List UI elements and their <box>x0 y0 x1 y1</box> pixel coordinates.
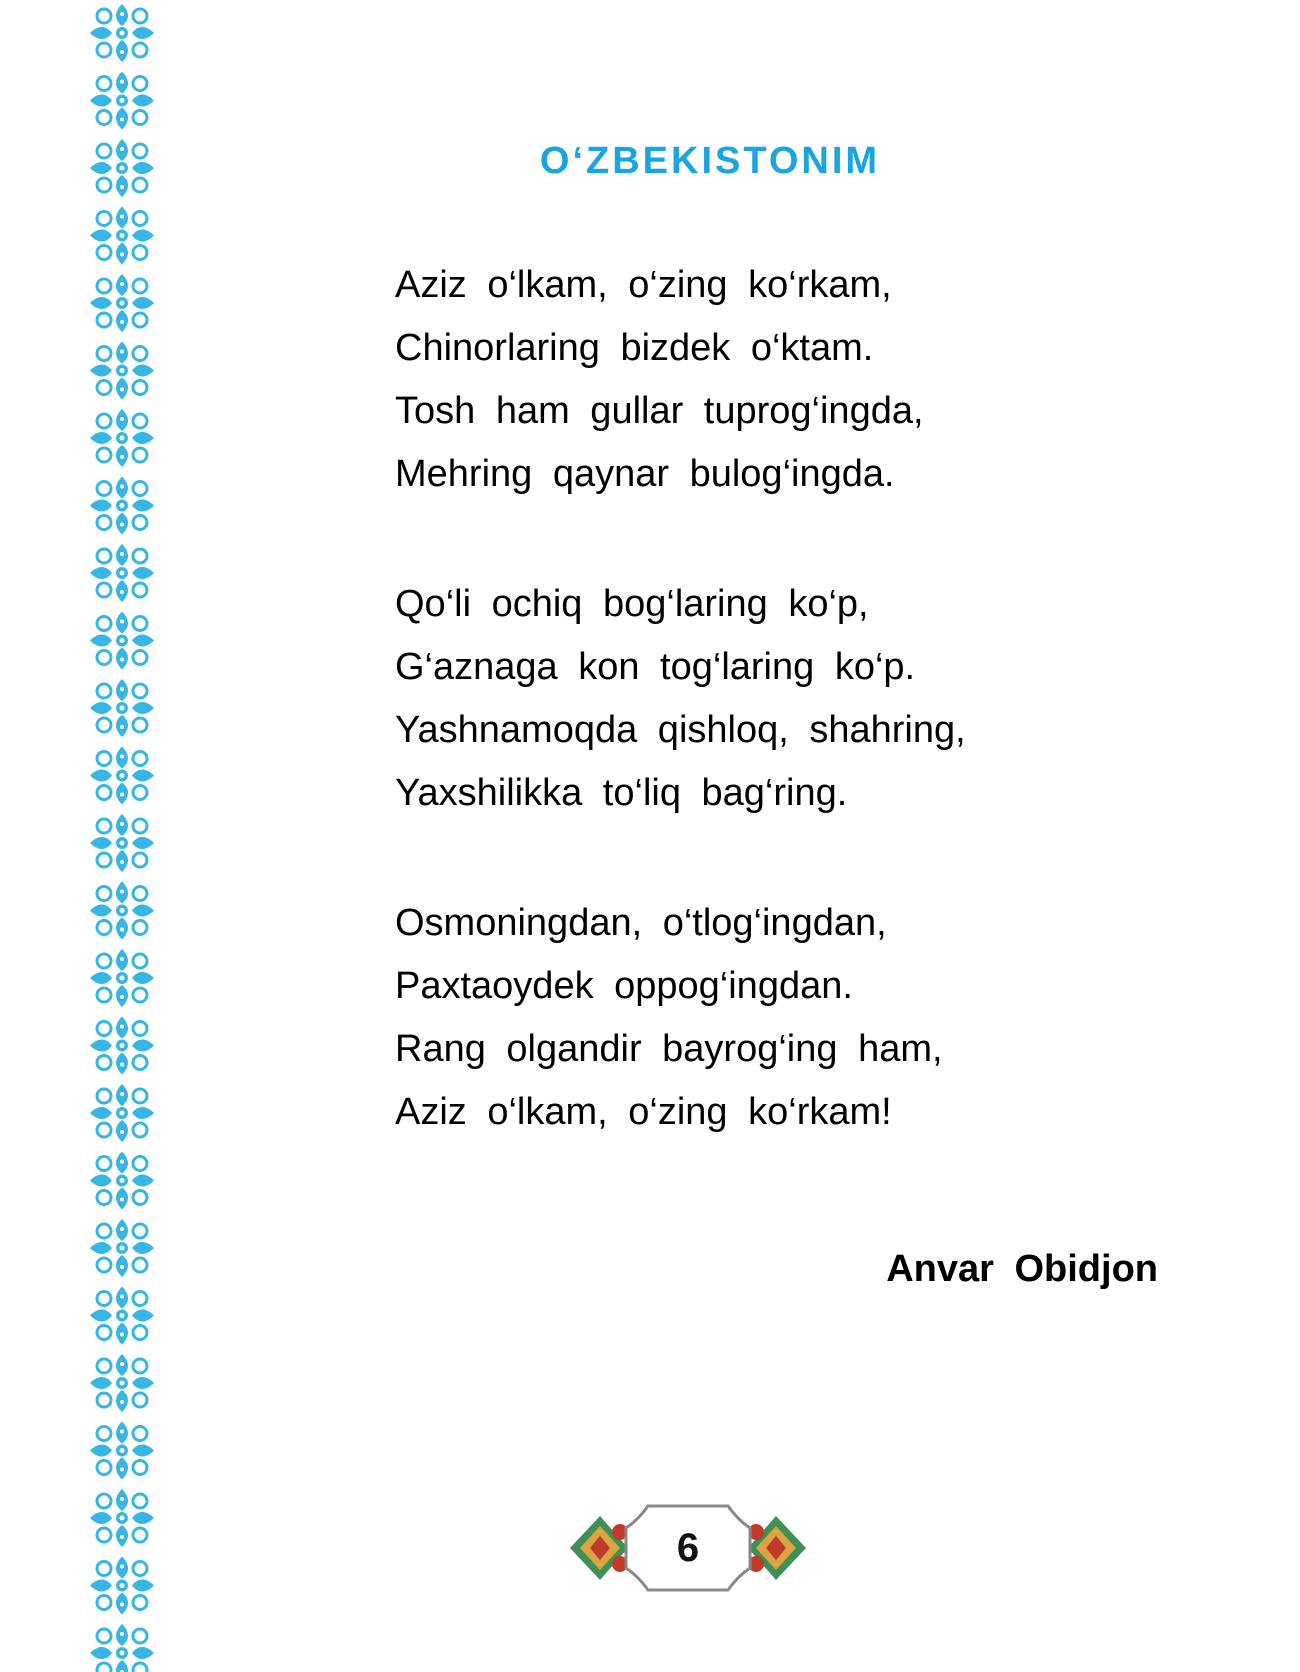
floral-ornament-icon <box>90 814 154 872</box>
floral-ornament-icon <box>90 1017 154 1075</box>
poem-line: Chinorlaring bizdek o‘ktam. <box>395 327 874 369</box>
poem-line: Yashnamoqda qishloq, shahring, <box>395 709 966 751</box>
poem-line: Yaxshilikka to‘liq bag‘ring. <box>395 772 848 814</box>
floral-ornament-icon <box>90 747 154 805</box>
poem-author: Anvar Obidjon <box>886 1248 1158 1290</box>
floral-ornament-icon <box>90 1287 154 1345</box>
stanza-3 <box>395 892 1095 1144</box>
poem-line: G‘aznaga kon tog‘laring ko‘p. <box>395 646 916 688</box>
floral-ornament-icon <box>90 612 154 670</box>
floral-ornament-icon <box>90 1557 154 1615</box>
poem-line: Qo‘li ochiq bog‘laring ko‘p, <box>395 583 869 625</box>
poem-body <box>395 254 1095 1211</box>
floral-ornament-icon <box>90 1624 154 1672</box>
page-number: 6 <box>676 1526 700 1570</box>
floral-ornament-icon <box>90 409 154 467</box>
poem-line: Rang olgandir bayrog‘ing ham, <box>395 1028 943 1070</box>
floral-ornament-icon <box>90 1219 154 1277</box>
floral-ornament-icon <box>90 882 154 940</box>
poem-line: Tosh ham gullar tuprog‘ingda, <box>395 390 924 432</box>
floral-ornament-icon <box>90 72 154 130</box>
floral-ornament-icon <box>90 679 154 737</box>
floral-ornament-icon <box>90 207 154 265</box>
floral-ornament-icon <box>90 544 154 602</box>
floral-ornament-icon <box>90 1084 154 1142</box>
floral-ornament-icon <box>90 477 154 535</box>
stanza-2 <box>395 573 1095 825</box>
floral-border-ornament <box>84 0 160 1672</box>
poem-line: Osmoningdan, o‘tlog‘ingdan, <box>395 902 887 944</box>
floral-ornament-icon <box>90 1489 154 1547</box>
floral-ornament-icon <box>90 342 154 400</box>
floral-ornament-icon <box>90 1354 154 1412</box>
floral-ornament-icon <box>90 949 154 1007</box>
poem-title: O‘ZBEKISTONIM <box>539 140 881 182</box>
floral-ornament-icon <box>90 1422 154 1480</box>
poem-line: Aziz o‘lkam, o‘zing ko‘rkam, <box>395 264 892 306</box>
floral-ornament-icon <box>90 4 154 62</box>
floral-ornament-icon <box>90 274 154 332</box>
poem-line: Mehring qaynar bulog‘ingda. <box>395 453 895 495</box>
stanza-1 <box>395 254 1095 506</box>
poem-line: Paxtaoydek oppog‘ingdan. <box>395 965 853 1007</box>
floral-ornament-icon <box>90 1152 154 1210</box>
poem-line: Aziz o‘lkam, o‘zing ko‘rkam! <box>395 1091 892 1133</box>
